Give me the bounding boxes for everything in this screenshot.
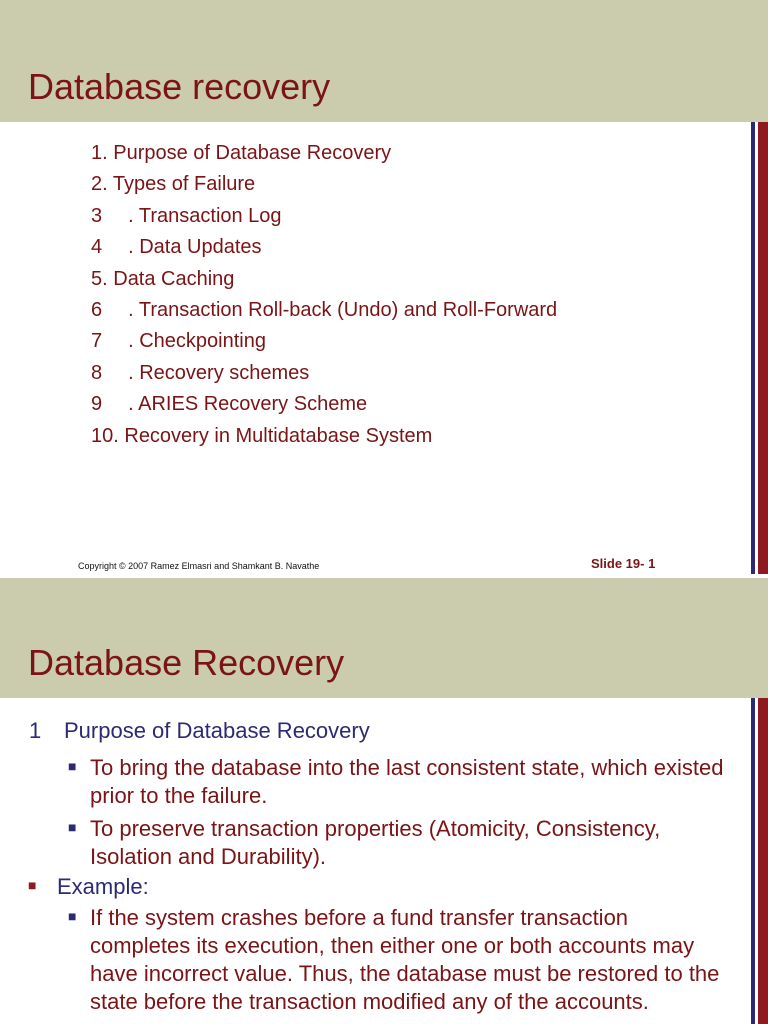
toc-item: 5. Data Caching bbox=[91, 267, 235, 290]
title-band bbox=[0, 578, 768, 698]
slide-2 bbox=[0, 578, 768, 1024]
side-stripe bbox=[751, 122, 768, 578]
section-number: 1 bbox=[29, 718, 42, 743]
toc-item: 10. Recovery in Multidatabase System bbox=[91, 424, 433, 447]
copyright-notice: Copyright © 2007 Ramez Elmasri and Shamkant B. Navathe bbox=[78, 561, 320, 571]
slide-number: Slide 19- 1 bbox=[591, 556, 656, 571]
square-bullet-icon: ■ bbox=[68, 758, 77, 774]
toc-item: 9 . ARIES Recovery Scheme bbox=[91, 393, 368, 416]
bullet-item: ■ If the system crashes before a fund transfer transaction completes its execution, then either one or both accounts may have incorrect value. Thus, the database must be restored to the state before the transaction modified any of the accounts. bbox=[68, 905, 720, 1014]
example-heading: ■ Example: bbox=[28, 874, 149, 899]
square-bullet-icon: ■ bbox=[68, 908, 77, 924]
side-stripe bbox=[751, 698, 768, 1024]
slide-title: Database Recovery bbox=[28, 642, 345, 683]
section-title: Purpose of Database Recovery bbox=[64, 718, 370, 743]
table-of-contents bbox=[91, 140, 557, 454]
square-bullet-icon: ■ bbox=[28, 877, 37, 893]
bullet-item: ■ To preserve transaction properties (Atomicity, Consistency, Isolation and Durability). bbox=[68, 816, 661, 869]
title-band bbox=[0, 0, 768, 122]
toc-item: 4 . Data Updates bbox=[91, 236, 262, 259]
square-bullet-icon: ■ bbox=[68, 819, 77, 835]
toc-item: 1. Purpose of Database Recovery bbox=[91, 142, 392, 164]
section-heading bbox=[29, 718, 370, 744]
toc-item: 2. Types of Failure bbox=[91, 173, 256, 196]
toc-item: 8 . Recovery schemes bbox=[91, 361, 310, 384]
bullet-item: ■ To bring the database into the last consistent state, which existed prior to the failure. bbox=[68, 755, 724, 808]
toc-item: 6 . Transaction Roll-back (Undo) and Roll-Forward bbox=[91, 298, 558, 321]
slide-title: Database recovery bbox=[28, 66, 331, 107]
toc-item: 3 . Transaction Log bbox=[91, 204, 282, 227]
toc-item: 7 . Checkpointing bbox=[91, 330, 266, 353]
